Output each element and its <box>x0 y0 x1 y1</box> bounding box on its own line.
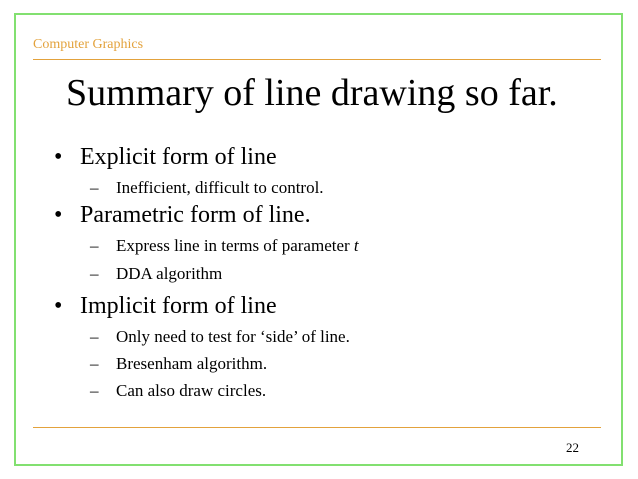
subitem-bresenham <box>90 353 267 375</box>
course-header: Computer Graphics <box>33 37 144 52</box>
bullet-marker: • <box>54 202 63 228</box>
subitem-text: Bresenham algorithm. <box>116 354 268 373</box>
bullet-explicit-form <box>54 143 277 171</box>
subitem-circles <box>90 380 266 402</box>
parameter-symbol: t <box>353 236 359 255</box>
bullet-parametric-form <box>54 201 311 229</box>
subitem-express-line <box>90 235 359 257</box>
bullet-text: Parametric form of line. <box>80 202 311 228</box>
sub-marker: – <box>90 178 99 197</box>
subitem-side-test <box>90 326 350 348</box>
bullet-marker: • <box>54 293 63 319</box>
header-rule <box>33 59 601 60</box>
subitem-text: Inefficient, difficult to control. <box>116 178 324 197</box>
bullet-marker: • <box>54 144 63 170</box>
bullet-text: Implicit form of line <box>80 293 277 319</box>
subitem-dda <box>90 263 222 285</box>
sub-marker: – <box>90 236 99 255</box>
bullet-implicit-form <box>54 292 277 320</box>
sub-marker: – <box>90 327 99 346</box>
slide-title: Summary of line drawing so far. <box>66 72 558 114</box>
page-number: 22 <box>566 440 579 455</box>
sub-marker: – <box>90 354 99 373</box>
sub-marker: – <box>90 381 99 400</box>
bullet-text: Explicit form of line <box>80 144 277 170</box>
sub-marker: – <box>90 264 99 283</box>
subitem-text: Only need to test for ‘side’ of line. <box>116 327 350 346</box>
subitem-text: Express line in terms of parameter <box>116 236 354 255</box>
subitem-inefficient <box>90 177 324 199</box>
footer-rule <box>33 427 601 428</box>
subitem-text: DDA algorithm <box>116 264 223 283</box>
subitem-text: Can also draw circles. <box>116 381 267 400</box>
